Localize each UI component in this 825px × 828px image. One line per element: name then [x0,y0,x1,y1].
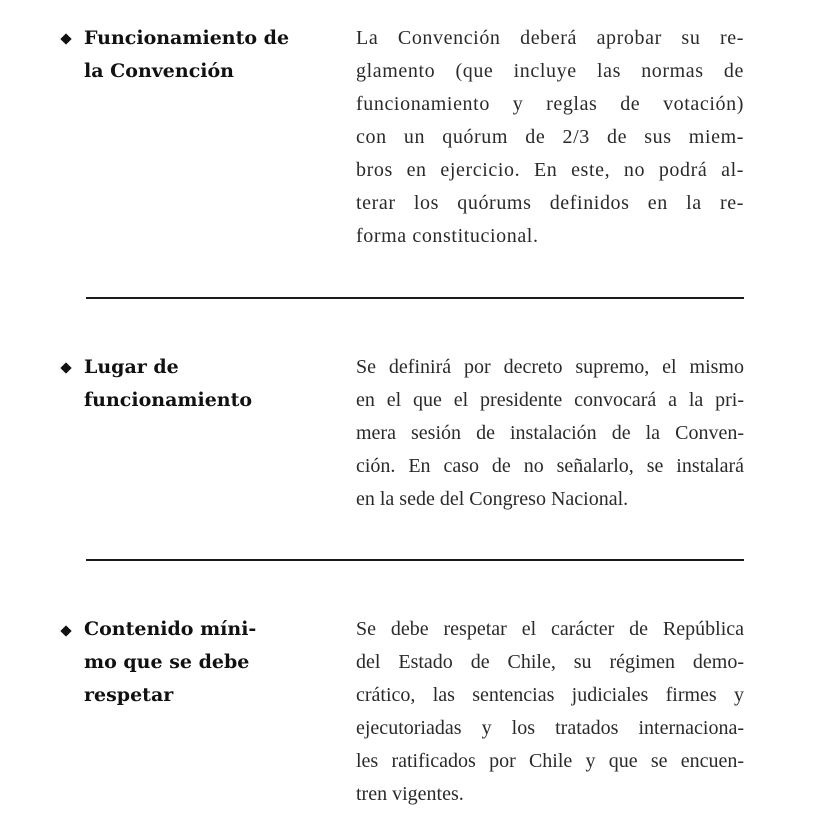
description-line: mera sesión de instalación de la Conven- [356,422,744,444]
row-term [84,22,314,88]
description-line: Se debe respetar el carácter de República [356,618,744,640]
description-line: funcionamiento y reglas de votación) [356,93,744,115]
row-description [356,613,744,811]
description-line: glamento (que incluye las normas de [356,60,744,82]
term-line: Lugar de [84,356,179,378]
description-line: en el que el presidente convocará a la pri- [356,389,744,411]
diamond-bullet-icon [60,33,71,44]
description-line: crático, las sentencias judiciales firmes y [356,684,744,706]
term-line: la Convención [84,60,234,82]
description-line: les ratificados por Chile y que se encuen- [356,750,744,772]
description-line: bros en ejercicio. En este, no podrá al- [356,159,744,181]
diamond-bullet-icon [60,362,71,373]
term-line: funcionamiento [84,389,253,411]
term-line: respetar [84,684,174,706]
term-line: Funcionamiento de [84,27,290,49]
description-line: forma constitucional. [356,225,539,247]
description-line: en la sede del Congreso Nacional. [356,488,629,510]
description-line: La Convención deberá aprobar su re- [356,27,744,49]
term-line: Contenido míni- [84,618,257,640]
term-line: mo que se debe [84,651,250,673]
row-term [84,351,314,417]
description-line: terar los quórums definidos en la re- [356,192,744,214]
description-line: ción. En caso de no señalarlo, se instalará [356,455,744,477]
description-line: tren vigentes. [356,783,464,805]
diamond-bullet-icon [60,625,71,636]
description-line: con un quórum de 2/3 de sus miem- [356,126,744,148]
description-line: del Estado de Chile, su régimen demo- [356,651,744,673]
row-term [84,613,314,712]
description-line: Se definirá por decreto supremo, el mismo [356,356,744,378]
section-divider [86,559,744,561]
section-divider [86,297,744,299]
row-description [356,22,744,253]
description-line: ejecutoriadas y los tratados internaciona- [356,717,744,739]
row-description [356,351,744,516]
